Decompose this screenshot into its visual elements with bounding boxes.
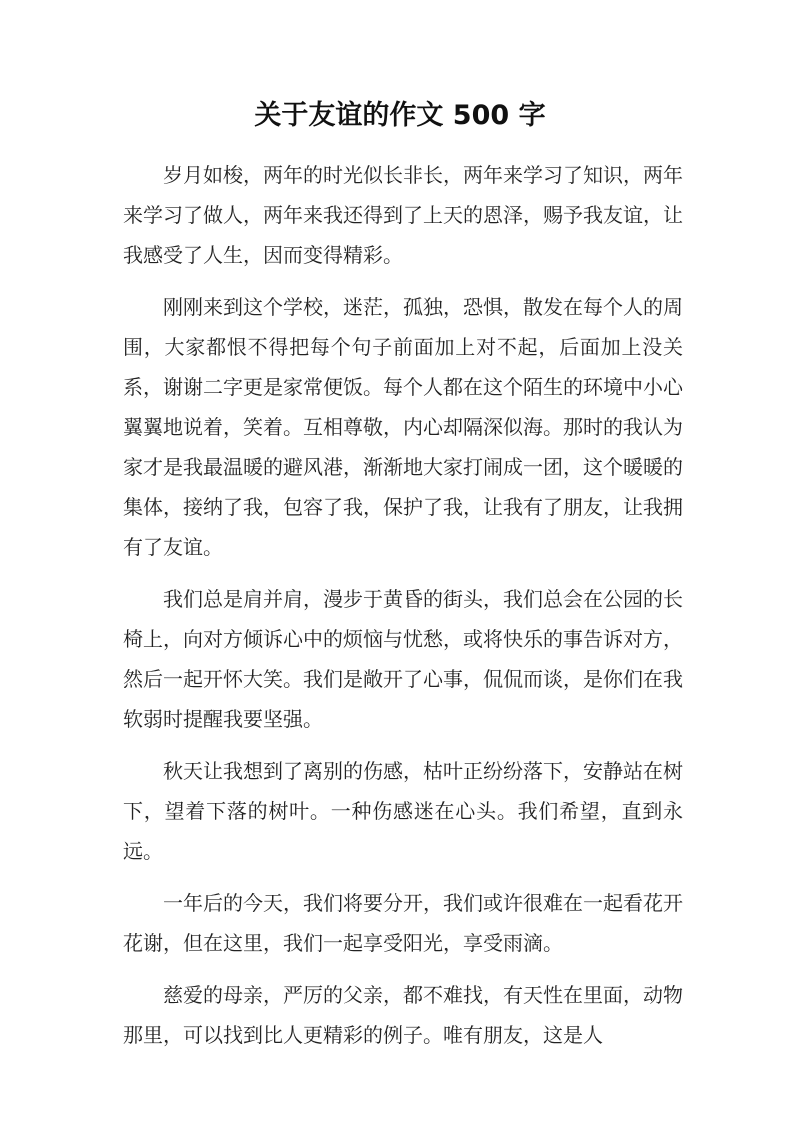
paragraph-6: 慈爱的母亲，严厉的父亲，都不难找，有天性在里面，动物那里，可以找到比人更精彩的例子。唯有朋友，这是人 xyxy=(123,983,683,1047)
paragraph-1: 岁月如梭，两年的时光似长非长，两年来学习了知识，两年来学习了做人，两年来我还得到了上天的恩泽，赐予我友谊，让我感受了人生，因而变得精彩。 xyxy=(123,163,683,267)
document-body xyxy=(123,155,683,1067)
document-title: 关于友谊的作文 500 字 xyxy=(254,100,546,131)
paragraph-4: 秋天让我想到了离别的伤感，枯叶正纷纷落下，安静站在树下，望着下落的树叶。一种伤感迷在心头。我们希望，直到永远。 xyxy=(123,759,683,863)
paragraph-3: 我们总是肩并肩，漫步于黄昏的街头，我们总会在公园的长椅上，向对方倾诉心中的烦恼与忧愁，或将快乐的事告诉对方，然后一起开怀大笑。我们是敞开了心事，侃侃而谈，是你们在我软弱时提醒我要坚强。 xyxy=(123,587,683,731)
paragraph-2: 刚刚来到这个学校，迷茫，孤独，恐惧，散发在每个人的周围，大家都恨不得把每个句子前面加上对不起，后面加上没关系，谢谢二字更是家常便饭。每个人都在这个陌生的环境中小心翼翼地说着，笑着。互相尊敬，内心却隔深似海。那时的我认为家才是我最温暖的避风港，渐渐地大家打闹成一团，这个暖暖的集体，接纳了我，包容了我，保护了我，让我有了朋友，让我拥有了友谊。 xyxy=(123,295,683,559)
paragraph-5: 一年后的今天，我们将要分开，我们或许很难在一起看花开花谢，但在这里，我们一起享受阳光，享受雨滴。 xyxy=(123,891,683,955)
